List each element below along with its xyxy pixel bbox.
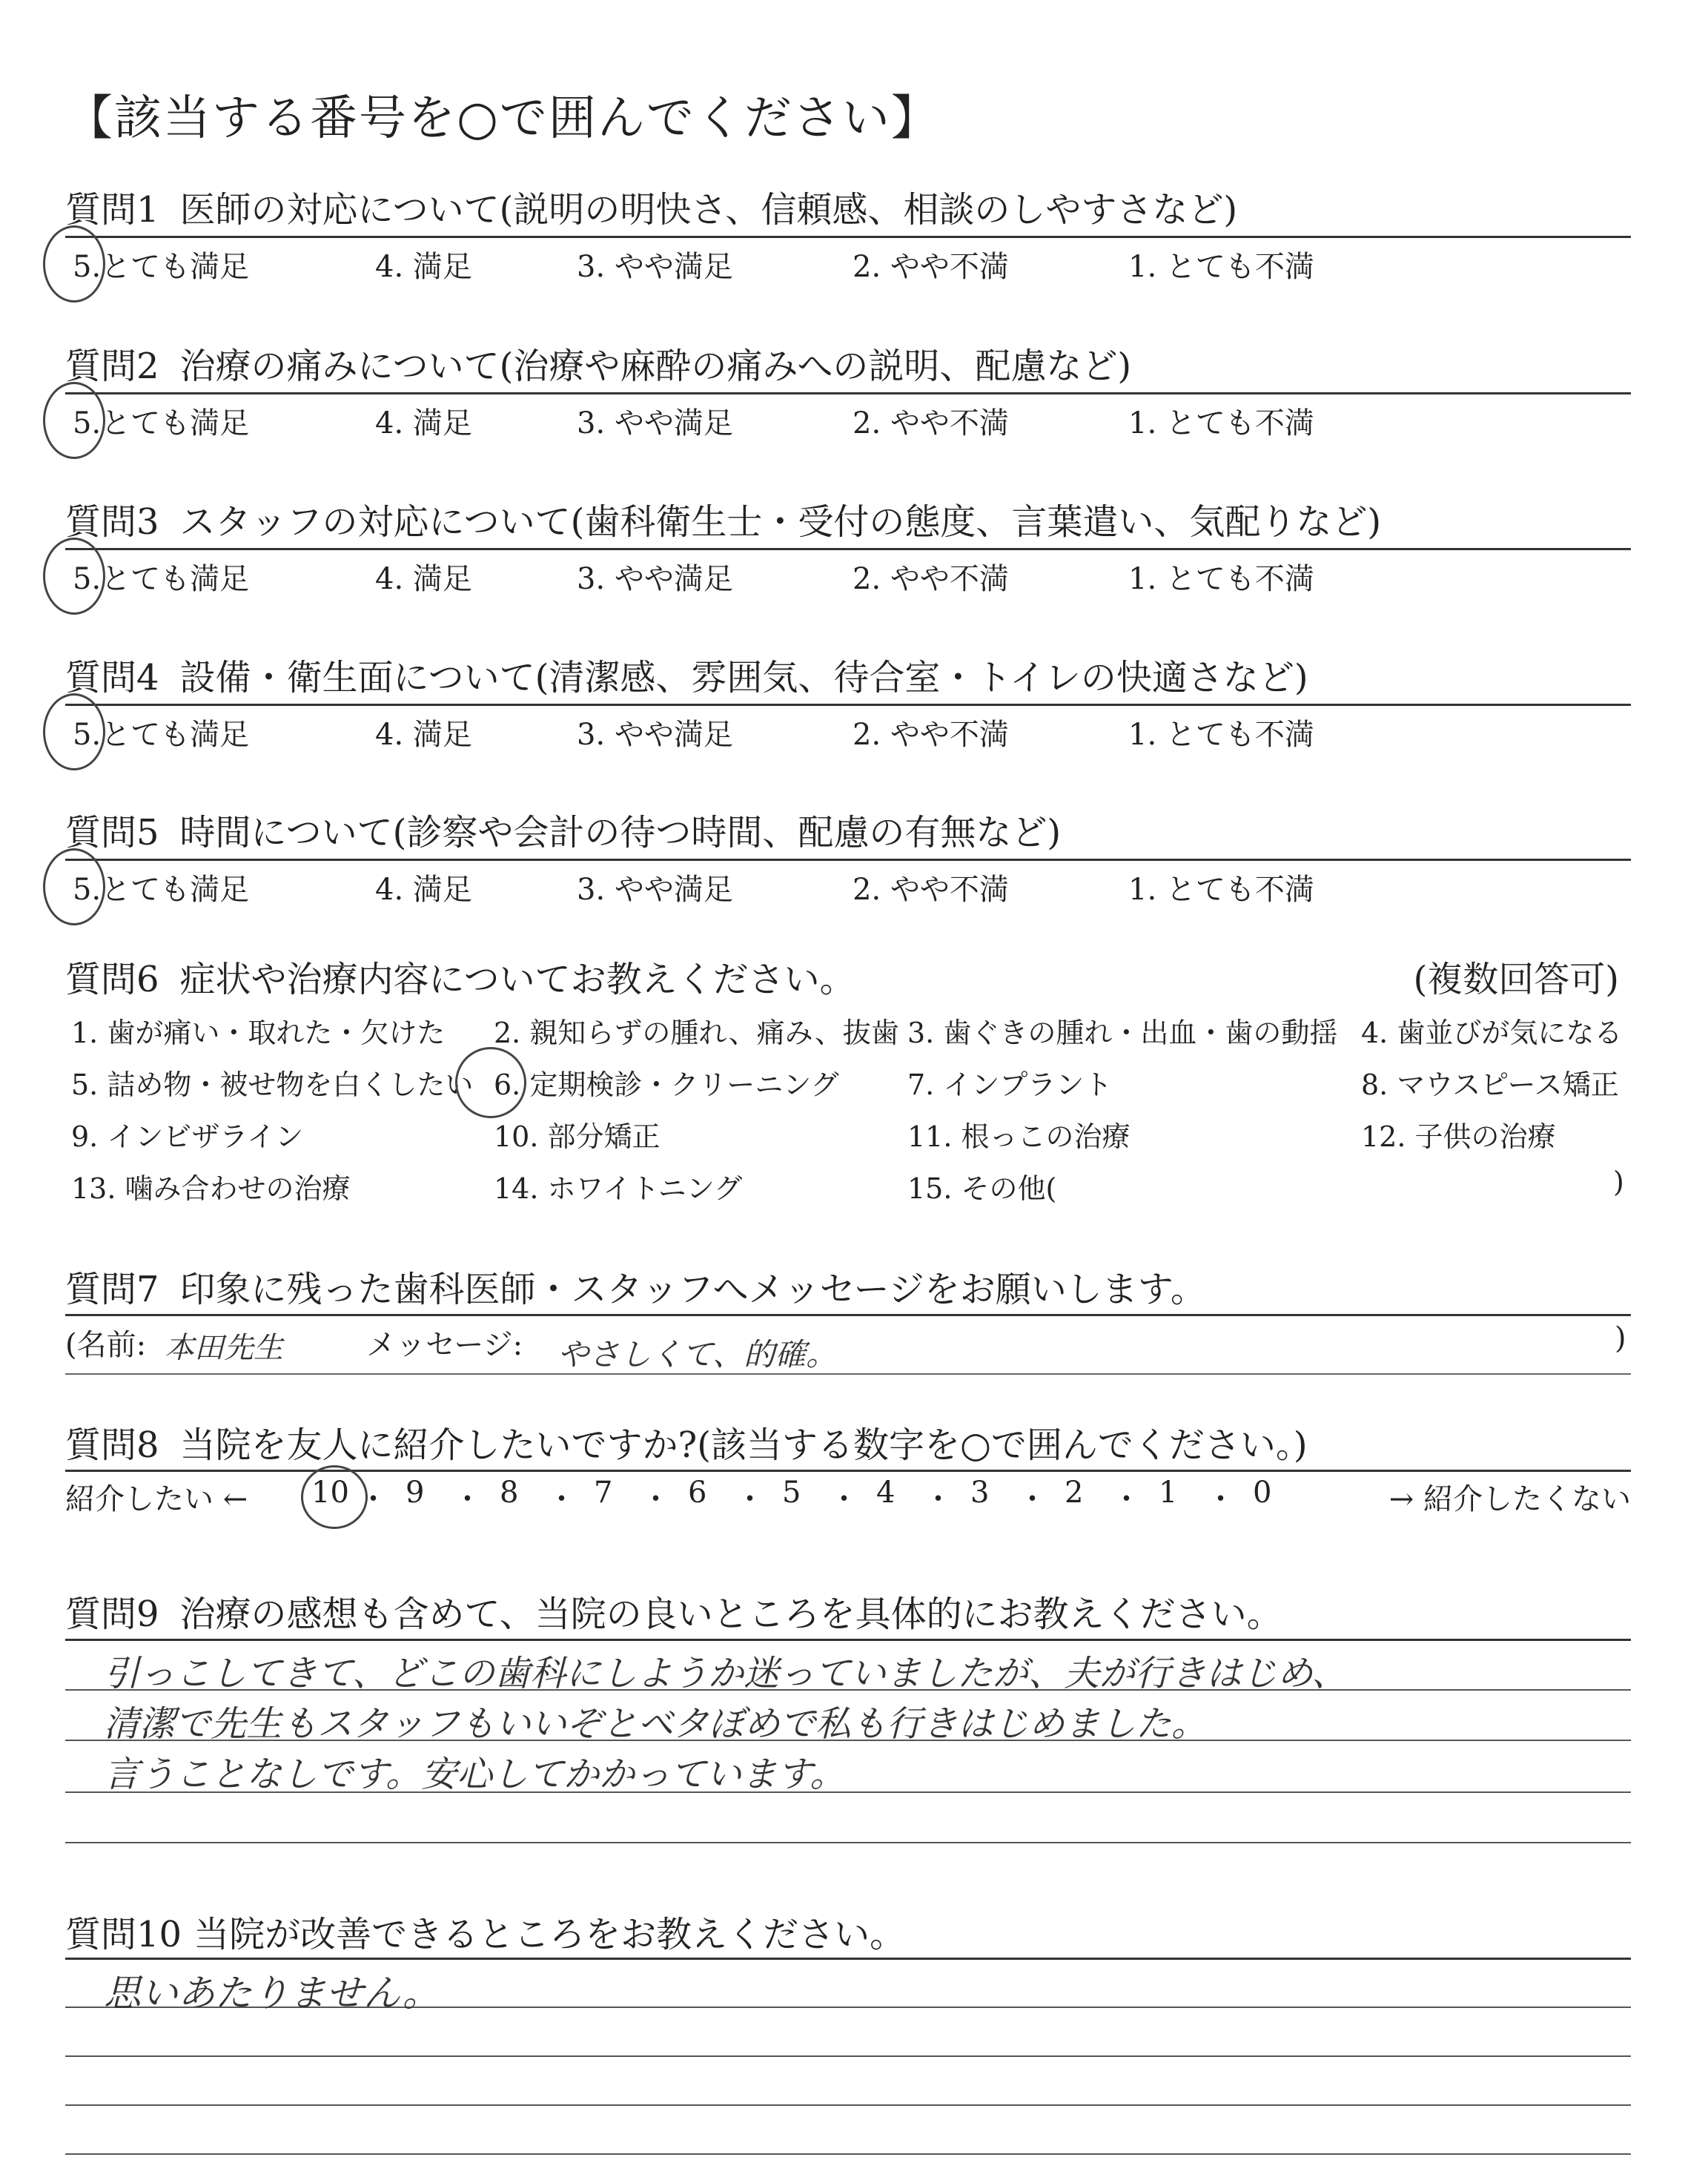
q6-option-4[interactable]: 4. 歯並びが気になる (1361, 1017, 1623, 1049)
q5-option-4[interactable]: 4. 満足 (375, 873, 472, 907)
q9-answer-rule (65, 1842, 1631, 1843)
q2-option-2[interactable]: 2. やや不満 (853, 406, 1009, 440)
q1-title (65, 181, 1237, 232)
q8-scale-value-3[interactable]: 3 (970, 1476, 990, 1510)
q6-option-12[interactable]: 12. 子供の治療 (1361, 1120, 1556, 1153)
q10-answer-rule (65, 1958, 1631, 1960)
q4-selection-circle (43, 693, 105, 770)
q8-scale-value-2[interactable]: 2 (1065, 1476, 1084, 1510)
q8-scale-separator: ・ (358, 1482, 388, 1516)
q4-number: 質問4 (65, 657, 159, 698)
q9-number: 質問9 (65, 1593, 159, 1635)
q8-right-label: → 紹介したくない (1388, 1482, 1631, 1516)
q8-scale-separator: ・ (1017, 1482, 1047, 1516)
q8-scale-value-5[interactable]: 5 (782, 1476, 801, 1510)
q9-answer-line: 清潔で先生もスタッフもいいぞとベタぼめで私も行きはじめました。 (104, 1703, 1208, 1745)
q1-option-3[interactable]: 3. やや満足 (577, 250, 733, 284)
q6-option-7[interactable]: 7. インプラント (907, 1069, 1113, 1101)
q1-option-4[interactable]: 4. 満足 (375, 250, 472, 284)
q3-option-5[interactable]: 5.とても満足 (73, 562, 250, 596)
q3-option-3[interactable]: 3. やや満足 (577, 562, 733, 596)
q8-scale-value-4[interactable]: 4 (876, 1476, 896, 1510)
q5-text: 時間について(診察や会計の待つ時間、配慮の有無など) (179, 812, 1062, 853)
q8-scale-separator: ・ (640, 1482, 671, 1516)
q6-number: 質問6 (65, 959, 159, 1000)
q10-answer-rule (65, 2055, 1631, 2057)
q10-answer-rule (65, 2153, 1631, 2155)
q3-text: スタッフの対応について(歯科衛生士・受付の態度、言葉遣い、気配りなど) (179, 501, 1382, 543)
q10-number: 質問10 (65, 1914, 182, 1955)
q6-title (65, 951, 855, 1002)
q1-option-5[interactable]: 5.とても満足 (73, 250, 250, 284)
q3-option-2[interactable]: 2. やや不満 (853, 562, 1009, 596)
q10-answer-line: 思いあたりません。 (104, 1972, 440, 2015)
q5-title (65, 804, 1061, 855)
q3-rule (65, 548, 1631, 550)
q4-rule (65, 704, 1631, 706)
q9-answer-line: 引っこしてきて、どこの歯科にしようか迷っていましたが、夫が行きはじめ、 (104, 1653, 1348, 1694)
q10-answer-rule (65, 2104, 1631, 2106)
q8-scale-value-9[interactable]: 9 (406, 1476, 425, 1510)
q8-scale-value-0[interactable]: 0 (1253, 1476, 1272, 1510)
q8-scale-separator: ・ (735, 1482, 765, 1516)
q8-scale-value-6[interactable]: 6 (688, 1476, 707, 1510)
q8-scale-separator: ・ (1111, 1482, 1142, 1516)
q9-title (65, 1585, 1282, 1636)
q7-message-label: メッセージ: (366, 1328, 523, 1362)
q7-answer-rule (65, 1373, 1631, 1375)
q1-text: 医師の対応について(説明の明快さ、信頼感、相談のしやすさなど) (179, 189, 1238, 231)
q8-text: 当院を友人に紹介したいですか?(該当する数字を○で囲んでください。) (179, 1424, 1308, 1466)
q5-number: 質問5 (65, 812, 159, 853)
q5-option-2[interactable]: 2. やや不満 (853, 873, 1009, 907)
form-header: 【該当する番号を○で囲んでください】 (65, 91, 940, 146)
q6-option-14[interactable]: 14. ホワイトニング (494, 1172, 743, 1205)
q6-option-15[interactable]: 15. その他( (907, 1172, 1057, 1205)
q3-option-4[interactable]: 4. 満足 (375, 562, 472, 596)
q6-option-13[interactable]: 13. 噛み合わせの治療 (71, 1172, 351, 1205)
q6-other-close-paren: ) (1613, 1166, 1624, 1198)
q1-option-2[interactable]: 2. やや不満 (853, 250, 1009, 284)
q6-option-10[interactable]: 10. 部分矯正 (494, 1120, 661, 1153)
q8-scale (65, 1476, 1631, 1520)
q2-title (65, 337, 1131, 389)
q8-scale-separator: ・ (1205, 1482, 1236, 1516)
q7-rule (65, 1314, 1631, 1316)
q7-message-value: やさしくて、的確。 (557, 1336, 838, 1373)
q5-option-3[interactable]: 3. やや満足 (577, 873, 733, 907)
q6-option-8[interactable]: 8. マウスピース矯正 (1361, 1069, 1619, 1101)
q4-option-2[interactable]: 2. やや不満 (853, 718, 1009, 752)
q9-answer-rule (65, 1639, 1631, 1641)
q6-option-9[interactable]: 9. インビザライン (71, 1120, 304, 1153)
q8-rule (65, 1470, 1631, 1472)
q7-name-label: (名前: (65, 1328, 147, 1362)
q5-option-5[interactable]: 5.とても満足 (73, 873, 250, 907)
q7-answer-line (65, 1321, 146, 1364)
q6-text: 症状や治療内容についてお教えください。 (179, 959, 855, 1000)
q9-text: 治療の感想も含めて、当院の良いところを具体的にお教えください。 (179, 1593, 1282, 1635)
q1-number: 質問1 (65, 189, 159, 231)
q1-rule (65, 236, 1631, 238)
q6-option-2[interactable]: 2. 親知らずの腫れ、痛み、抜歯 (494, 1017, 899, 1049)
q5-rule (65, 859, 1631, 861)
q7-number: 質問7 (65, 1269, 159, 1310)
q8-left-label: 紹介したい ← (65, 1482, 248, 1516)
q7-name-value: 本田先生 (165, 1331, 283, 1365)
q1-option-1[interactable]: 1. とても不満 (1128, 250, 1314, 284)
q4-title (65, 649, 1308, 700)
q8-scale-value-8[interactable]: 8 (500, 1476, 519, 1510)
q4-option-4[interactable]: 4. 満足 (375, 718, 472, 752)
q7-close-paren: ) (1615, 1321, 1626, 1355)
q8-scale-separator: ・ (452, 1482, 483, 1516)
q3-number: 質問3 (65, 501, 159, 543)
q6-option-5[interactable]: 5. 詰め物・被せ物を白くしたい (71, 1069, 474, 1101)
q2-number: 質問2 (65, 346, 159, 387)
q6-option-6[interactable]: 6. 定期検診・クリーニング (494, 1069, 839, 1101)
q10-text: 当院が改善できるところをお教えください。 (193, 1914, 906, 1955)
q6-option-11[interactable]: 11. 根っこの治療 (907, 1120, 1131, 1153)
q8-title (65, 1416, 1308, 1467)
q6-multiple-note: (複数回答可) (1413, 959, 1619, 1000)
q10-title (65, 1906, 905, 1957)
q2-selection-circle (43, 382, 105, 459)
q3-option-1[interactable]: 1. とても不満 (1128, 562, 1314, 596)
q5-selection-circle (43, 848, 105, 925)
q2-option-4[interactable]: 4. 満足 (375, 406, 472, 440)
q8-number: 質問8 (65, 1424, 159, 1466)
q3-title (65, 493, 1381, 544)
q2-option-3[interactable]: 3. やや満足 (577, 406, 733, 440)
q4-option-1[interactable]: 1. とても不満 (1128, 718, 1314, 752)
q7-title (65, 1261, 1206, 1312)
q7-text: 印象に残った歯科医師・スタッフへメッセージをお願いします。 (179, 1269, 1206, 1310)
q2-text: 治療の痛みについて(治療や麻酔の痛みへの説明、配慮など) (179, 346, 1132, 387)
q8-scale-value-7[interactable]: 7 (594, 1476, 613, 1510)
q6-option-3[interactable]: 3. 歯ぐきの腫れ・出血・歯の動揺 (907, 1017, 1338, 1049)
q8-selection-circle (301, 1465, 368, 1529)
q8-scale-value-10[interactable]: 10 (311, 1476, 349, 1510)
q2-option-5[interactable]: 5.とても満足 (73, 406, 250, 440)
q9-answer-line: 言うことなしです。安心してかかっています。 (104, 1754, 846, 1795)
q8-scale-separator: ・ (829, 1482, 859, 1516)
q4-option-5[interactable]: 5.とても満足 (73, 718, 250, 752)
q4-text: 設備・衛生面について(清潔感、雰囲気、待合室・トイレの快適さなど) (179, 657, 1308, 698)
q2-rule (65, 392, 1631, 394)
q1-selection-circle (43, 225, 105, 303)
q8-scale-value-1[interactable]: 1 (1159, 1476, 1178, 1510)
q8-scale-separator: ・ (923, 1482, 953, 1516)
q2-option-1[interactable]: 1. とても不満 (1128, 406, 1314, 440)
q4-option-3[interactable]: 3. やや満足 (577, 718, 733, 752)
q6-selection-circle (455, 1047, 526, 1118)
q3-selection-circle (43, 538, 105, 615)
q8-scale-separator: ・ (546, 1482, 577, 1516)
q6-option-1[interactable]: 1. 歯が痛い・取れた・欠けた (71, 1017, 446, 1049)
q5-option-1[interactable]: 1. とても不満 (1128, 873, 1314, 907)
